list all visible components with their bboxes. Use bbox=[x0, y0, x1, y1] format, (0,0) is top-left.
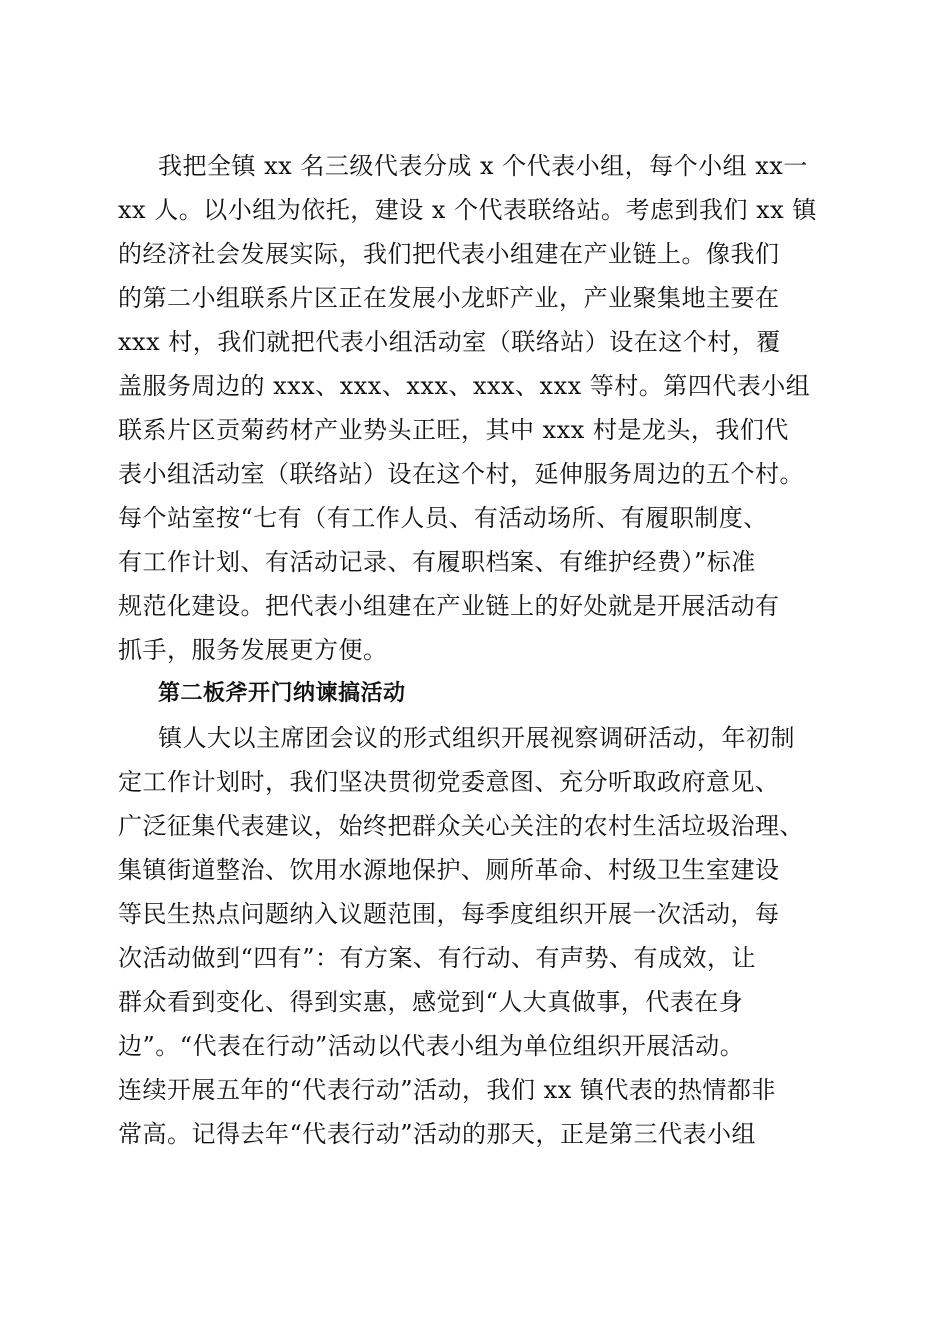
paragraph-line: 有工作计划、有活动记录、有履职档案、有维护经费）”标准 bbox=[118, 548, 756, 576]
paragraph-line: 联系片区贡菊药材产业势头正旺，其中 xxx 村是龙头，我们代 bbox=[118, 416, 789, 444]
paragraph-line: 广泛征集代表建议，始终把群众关心关注的农村生活垃圾治理、 bbox=[118, 812, 804, 840]
paragraph-line: 集镇街道整治、饮用水源地保护、厕所革命、村级卫生室建设 bbox=[118, 856, 780, 884]
paragraph-line: 规范化建设。把代表小组建在产业链上的好处就是开展活动有 bbox=[118, 592, 780, 620]
paragraph-line: 表小组活动室（联络站）设在这个村，延伸服务周边的五个村。 bbox=[118, 460, 804, 488]
paragraph-line: 定工作计划时，我们坚决贯彻党委意图、充分听取政府意见、 bbox=[118, 768, 780, 796]
paragraph-line: 边”。“代表在行动”活动以代表小组为单位组织开展活动。 bbox=[118, 1032, 745, 1060]
paragraph-line: 连续开展五年的“代表行动”活动，我们 xx 镇代表的热情都非 bbox=[118, 1076, 776, 1104]
section-heading: 第二板斧开门纳谏搞活动 bbox=[158, 681, 406, 706]
paragraph-line: 等民生热点问题纳入议题范围，每季度组织开展一次活动，每 bbox=[118, 900, 780, 928]
paragraph-line: 抓手，服务发展更方便。 bbox=[118, 636, 388, 664]
paragraph-line: xx 人。以小组为依托，建设 x 个代表联络站。考虑到我们 xx 镇 bbox=[118, 196, 817, 224]
paragraph-line: 我把全镇 xx 名三级代表分成 x 个代表小组，每个小组 xx一 bbox=[158, 152, 808, 180]
paragraph-line: 镇人大以主席团会议的形式组织开展视察调研活动，年初制 bbox=[158, 724, 795, 752]
paragraph-line: 次活动做到“四有”：有方案、有行动、有声势、有成效，让 bbox=[118, 944, 757, 972]
body-text bbox=[118, 144, 858, 1156]
paragraph-line: 常高。记得去年“代表行动”活动的那天，正是第三代表小组 bbox=[118, 1120, 757, 1148]
paragraph-line: 群众看到变化、得到实惠，感觉到“人大真做事，代表在身 bbox=[118, 988, 744, 1016]
paragraph-line: 盖服务周边的 xxx、xxx、xxx、xxx、xxx 等村。第四代表小组 bbox=[118, 372, 811, 400]
paragraph-line: 的经济社会发展实际，我们把代表小组建在产业链上。像我们 bbox=[118, 240, 780, 268]
paragraph-line: 的第二小组联系片区正在发展小龙虾产业，产业聚集地主要在 bbox=[118, 284, 780, 312]
paragraph-line: xxx 村，我们就把代表小组活动室（联络站）设在这个村，覆 bbox=[118, 328, 781, 356]
paragraph-line: 每个站室按“七有（有工作人员、有活动场所、有履职制度、 bbox=[118, 504, 768, 532]
